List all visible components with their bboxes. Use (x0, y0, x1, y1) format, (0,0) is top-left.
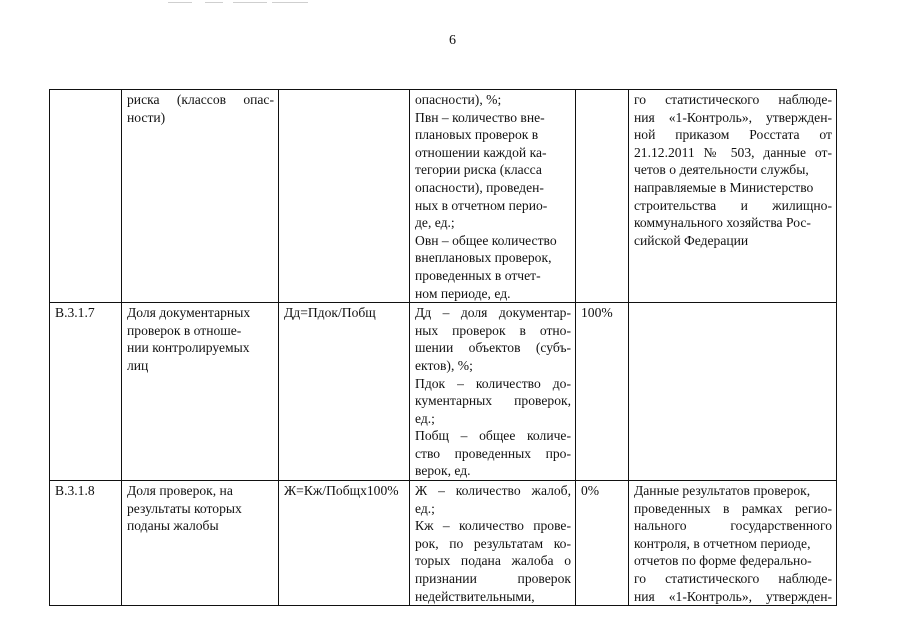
description-cell (410, 481, 576, 606)
description-line: недействительными, (415, 588, 535, 604)
source-line: строительства и жилищно- (634, 197, 832, 213)
indicator-code: В.3.1.8 (55, 483, 95, 499)
indicator-name-line: результаты которых (127, 500, 242, 516)
table-row (50, 303, 837, 481)
description-line: Дд – доля документар- (415, 305, 571, 321)
description-line: тегории риска (класса (415, 162, 542, 178)
description-line: Пдок – количество до- (415, 375, 571, 391)
description-line: ных проверок в отно- (415, 322, 571, 338)
description-line: Овн – общее количество (415, 232, 557, 248)
page-number: 6 (449, 33, 456, 48)
source-line: четов о деятельности службы, (634, 162, 809, 178)
source-cell (629, 481, 837, 606)
description-line: ед.; (415, 410, 435, 426)
description-line: торых подана жалоба о (415, 553, 571, 569)
description-cell (410, 303, 576, 481)
code-cell (50, 90, 122, 303)
source-line: 21.12.2011 № 503, данные от- (634, 144, 832, 160)
target-cell (576, 90, 629, 303)
name-cell (122, 303, 279, 481)
description-line: ство проведенных про- (415, 445, 571, 461)
source-line: го статистического наблюде- (634, 571, 832, 587)
source-line: проведенных в рамках регио- (634, 500, 832, 516)
description-line: признании проверок (415, 571, 571, 587)
source-line: сийской Федерации (634, 232, 749, 248)
name-cell (122, 481, 279, 606)
description-line: ектов), %; (415, 357, 473, 373)
indicator-name-line: поданы жалобы (127, 518, 219, 534)
description-line: шении объектов (субъ- (415, 340, 571, 356)
source-line: нального государственного (634, 518, 832, 534)
source-line: ной приказом Росстата от (634, 127, 832, 143)
source-line: коммунального хозяйства Рос- (634, 215, 811, 231)
source-line: Данные результатов проверок, (634, 483, 811, 499)
description-line: плановых проверок в (415, 127, 539, 143)
formula: Ж=Кж/Побщх100% (284, 483, 399, 499)
target-value: 100% (581, 305, 613, 321)
table-row (50, 90, 837, 303)
source-line: контроля, в отчетном периоде, (634, 535, 811, 551)
indicator-name-line: риска (классов опас- (127, 92, 274, 107)
formula-cell (279, 303, 410, 481)
indicator-name-line: Доля проверок, на (127, 483, 233, 499)
description-line: рок, по результатам ко- (415, 535, 571, 551)
description-line: ных в отчетном перио- (415, 197, 548, 213)
source-line: го статистического наблюде- (634, 92, 832, 107)
table-row (50, 481, 837, 606)
formula: Дд=Пдок/Побщ (284, 305, 376, 321)
indicator-name-line: ности) (127, 109, 166, 125)
description-line: опасности), проведен- (415, 179, 544, 195)
indicators-table (49, 89, 837, 606)
description-line: Пвн – количество вне- (415, 109, 545, 125)
description-line: де, ед.; (415, 215, 455, 231)
target-value: 0% (581, 483, 600, 499)
source-line: ния «1-Контроль», утвержден- (634, 109, 832, 125)
description-line: ном периоде, ед. (415, 285, 511, 301)
source-line: отчетов по форме федерально- (634, 553, 812, 569)
description-line: внеплановых проверок, (415, 250, 552, 266)
description-line: Ж – количество жалоб, (415, 483, 571, 499)
source-line: направляемые в Министерство (634, 179, 814, 195)
code-cell (50, 303, 122, 481)
description-line: ед.; (415, 500, 435, 516)
description-line: Кж – количество прове- (415, 518, 571, 534)
source-cell (629, 303, 837, 481)
indicator-name-line: лиц (127, 357, 149, 373)
source-line: ния «1-Контроль», утвержден- (634, 588, 832, 604)
indicator-name-line: нии контролируемых (127, 340, 250, 356)
indicator-name-line: Доля документарных (127, 305, 251, 321)
name-cell (122, 90, 279, 303)
source-cell (629, 90, 837, 303)
description-line: отношении каждой ка- (415, 144, 547, 160)
description-line: проведенных в отчет- (415, 267, 541, 283)
code-cell (50, 481, 122, 606)
formula-cell (279, 90, 410, 303)
description-line: Побщ – общее количе- (415, 428, 571, 444)
target-cell (576, 481, 629, 606)
description-cell (410, 90, 576, 303)
description-line: кументарных проверок, (415, 393, 571, 409)
description-line: верок, ед. (415, 463, 471, 479)
target-cell (576, 303, 629, 481)
indicator-code: В.3.1.7 (55, 305, 95, 321)
formula-cell (279, 481, 410, 606)
indicator-name-line: проверок в отноше- (127, 322, 242, 338)
description-line: опасности), %; (415, 92, 502, 107)
